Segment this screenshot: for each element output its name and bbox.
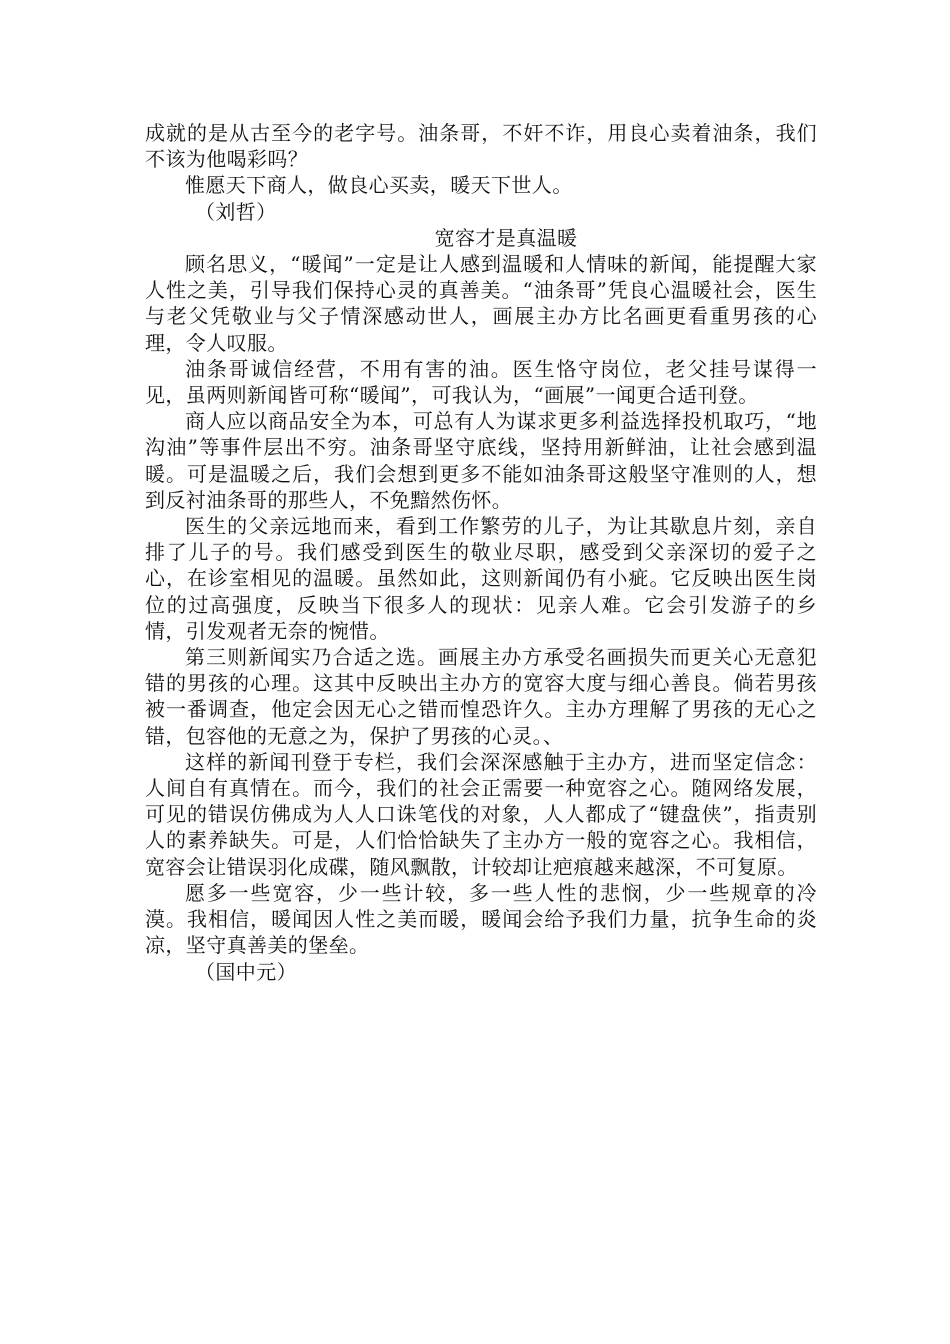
article-title: 宽容才是真温暖	[434, 225, 578, 250]
article-paragraph: 顾名思义，“暖闻”一定是让人感到温暖和人情味的新闻，能提醒大家人性之美，引导我们保持心灵的真善美。“油条哥”凭良心温暖社会，医生与老父凭敬业与父子情深感动世人，画展主办方比名画更看重男孩的心理，令人叹服。	[145, 252, 817, 355]
article-author: （国中元）	[195, 959, 297, 984]
document-page	[145, 120, 817, 985]
article-paragraph: 商人应以商品安全为本，可总有人为谋求更多利益选择投机取巧，“地沟油”等事件层出不穷。油条哥坚守底线，坚持用新鲜油，让社会感到温暖。可是温暖之后，我们会想到更多不能如油条哥这般坚守准则的人，想到反衬油条哥的那些人，不免黯然伤怀。	[145, 409, 817, 512]
article-paragraph: 愿多一些宽容，少一些计较，多一些人性的悲悯，少一些规章的冷漠。我相信，暖闻因人性之美而暖，暖闻会给予我们力量，抗争生命的炎凉，坚守真善美的堡垒。	[145, 880, 817, 958]
prev-article-paragraph: 成就的是从古至今的老字号。油条哥，不奸不诈，用良心卖着油条，我们不该为他喝彩吗？	[145, 121, 817, 172]
article-paragraph: 油条哥诚信经营，不用有害的油。医生恪守岗位，老父挂号谋得一见，虽两则新闻皆可称“暖闻”，可我认为，“画展”一闻更合适刊登。	[145, 356, 817, 408]
article-paragraph: 第三则新闻实乃合适之选。画展主办方承受名画损失而更关心无意犯错的男孩的心理。这其中反映出主办方的宽容大度与细心善良。倘若男孩被一番调查，他定会因无心之错而惶恐许久。主办方理解了男孩的无心之错，包容他的无意之为，保护了男孩的心灵。、	[145, 645, 817, 748]
article-paragraph: 这样的新闻刊登于专栏，我们会深深感触于主办方，进而坚定信念：人间自有真情在。而今，我们的社会正需要一种宽容之心。随网络发展，可见的错误仿佛成为人人口诛笔伐的对象，人人都成了“键盘侠”，指责别人的素养缺失。可是，人们恰恰缺失了主办方一般的宽容之心。我相信，宽容会让错误羽化成碟，随风飘散，计较却让疤痕越来越深，不可复原。	[145, 749, 817, 879]
article-paragraph: 医生的父亲远地而来，看到工作繁劳的儿子，为让其歇息片刻，亲自排了儿子的号。我们感受到医生的敬业尽职，感受到父亲深切的爱子之心，在诊室相见的温暖。虽然如此，这则新闻仍有小疵。它反映出医生岗位的过高强度，反映当下很多人的现状：见亲人难。它会引发游子的乡情，引发观者无奈的惋惜。	[145, 514, 817, 643]
prev-article-author: （刘哲）	[195, 199, 277, 224]
prev-article-paragraph: 惟愿天下商人，做良心买卖，暖天下世人。	[185, 173, 573, 198]
